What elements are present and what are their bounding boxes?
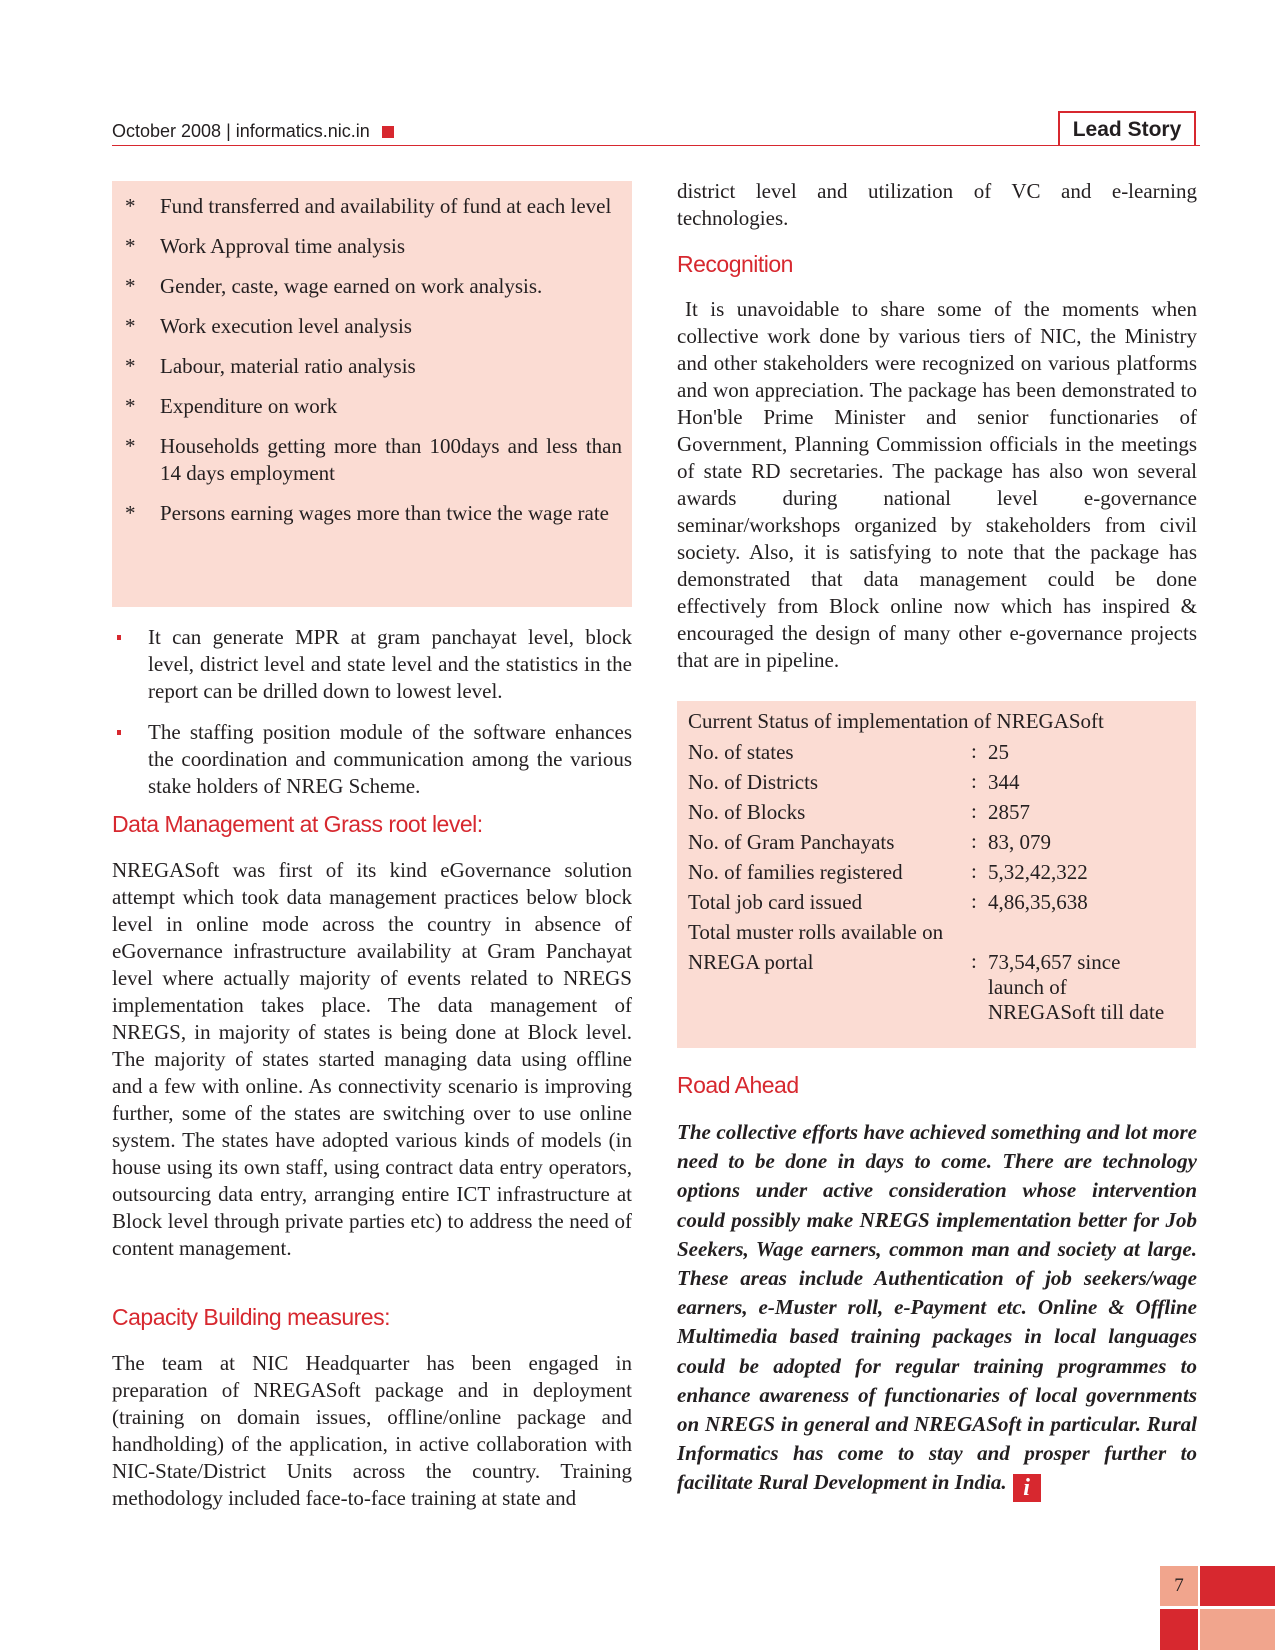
status-value: 4,86,35,638 (988, 890, 1088, 914)
road-ahead-body: The collective efforts have achieved something and lot more need to be done in days to come. There are technology options under active consideration whose intervention could possibly make NREGS implementation better for Job Seekers, Wage earners, common man and society at large. These areas include Authentication of job seekers/wage earners, e-Muster roll, e-Payment etc. Online & Offline Multimedia based training packages in local languages could be adopted for regular training programmes to enhance awareness of functionaries of local governments on NREGS in general and NREGASoft in particular. Rural Informatics has come to stay and prosper further to facilitate Rural Development in India. i (677, 1120, 1197, 1502)
bullet-list (112, 624, 632, 814)
status-colon: : (971, 769, 977, 793)
footer-block (1160, 1609, 1198, 1650)
list-item: * Work Approval time analysis (125, 234, 406, 258)
status-value: 73,54,657 since (988, 950, 1121, 974)
status-label: Total muster rolls available on (688, 920, 944, 944)
bullet-square-icon (117, 635, 121, 640)
info-icon: i (1013, 1474, 1041, 1502)
list-item: * Persons earning wages more than twice the wage rate (125, 501, 609, 525)
status-colon: : (971, 799, 977, 823)
asterisk-icon: * (125, 234, 136, 258)
road-ahead-heading: Road Ahead (677, 1072, 799, 1098)
list-item: * Fund transferred and availability of fund at each level (125, 194, 612, 218)
status-label: No. of states (688, 740, 794, 764)
section-label: Lead Story (1058, 111, 1196, 145)
status-label: No. of families registered (688, 860, 903, 884)
feature-list-box (112, 181, 632, 607)
header-divider (112, 145, 1200, 146)
header-info (112, 121, 394, 142)
recognition-heading: Recognition (677, 251, 793, 277)
status-label: No. of Blocks (688, 800, 806, 824)
status-value: 2857 (988, 800, 1030, 824)
status-label: No. of Gram Panchayats (688, 830, 895, 854)
asterisk-icon: * (125, 434, 136, 458)
status-colon: : (971, 889, 977, 913)
capacity-body: The team at NIC Headquarter has been engaged in preparation of NREGASoft package and in deployment (training on domain issues, offline/online package and handholding) of the application, in active collaboration with NIC-State/District Units across the country. Training methodology included face-to-face training at state and (112, 1351, 632, 1510)
asterisk-icon: * (125, 314, 136, 338)
list-item: * Households getting more than 100days and less than 14 days employment (125, 434, 622, 485)
status-label: No. of Districts (688, 770, 819, 794)
status-value: 344 (988, 770, 1020, 794)
status-colon: : (971, 859, 977, 883)
status-box (677, 701, 1196, 1048)
bullet-item: It can generate MPR at gram panchayat level, block level, district level and state level and the statistics in the report can be drilled down to lowest level. (112, 624, 632, 705)
asterisk-icon: * (125, 354, 136, 378)
recognition-body: It is unavoidable to share some of the moments when collective work done by various tiers of NIC, the Ministry and other stakeholders were recognized on various platforms and won appreciation. The package has been demonstrated to Hon'ble Prime Minister and senior functionaries of Government, Planning Commission officials in the meetings of state RD secretaries. The package has also won several awards during national level e-governance seminar/workshops organized by stakeholders from civil society. Also, it is satisfying to note that the package has demonstrated that data management could be done effectively from Block online now which has inspired & encouraged the design of many other e-governance projects that are in pipeline. (677, 297, 1197, 672)
page-number: 7 (1160, 1566, 1198, 1606)
list-item: * Gender, caste, wage earned on work analysis. (125, 274, 543, 298)
status-value: launch of (988, 975, 1067, 999)
list-item: * Labour, material ratio analysis (125, 354, 416, 378)
data-management-heading: Data Management at Grass root level: (112, 811, 483, 837)
header-square-icon (382, 126, 394, 138)
asterisk-icon: * (125, 501, 136, 525)
header-date-site: October 2008 | informatics.nic.in (112, 121, 370, 141)
status-colon: : (971, 829, 977, 853)
asterisk-icon: * (125, 194, 136, 218)
footer-block (1200, 1609, 1275, 1650)
status-value: NREGASoft till date (988, 1000, 1165, 1024)
continuation-text: district level and utilization of VC and e-learning technologies. (677, 179, 1197, 230)
status-label: NREGA portal (688, 950, 814, 974)
status-label: Total job card issued (688, 890, 863, 914)
status-colon: : (971, 739, 977, 763)
status-value: 5,32,42,322 (988, 860, 1088, 884)
bullet-square-icon (117, 730, 121, 735)
asterisk-icon: * (125, 394, 136, 418)
capacity-heading: Capacity Building measures: (112, 1304, 390, 1330)
bullet-item: The staffing position module of the software enhances the coordination and communication among the various stake holders of NREG Scheme. (112, 719, 632, 800)
list-item: * Work execution level analysis (125, 314, 412, 338)
data-management-body: NREGASoft was first of its kind eGovernance solution attempt which took data management practices below block level in online mode across the country in absence of eGovernance infrastructure availability at Gram Panchayat level where actually majority of events related to NREGS implementation takes place. The data management of NREGS, in majority of states is being done at Block level. The majority of states started managing data using offline and a few with online. As connectivity scenario is improving further, some of the states are switching over to use online system. The states have adopted various kinds of models (in house using its own staff, using contract data entry operators, outsourcing data entry, arranging entire ICT infrastructure at Block level through private parties etc) to address the need of content management. (112, 858, 632, 1260)
status-value: 25 (988, 740, 1009, 764)
status-colon: : (971, 949, 977, 973)
asterisk-icon: * (125, 274, 136, 298)
status-value: 83, 079 (988, 830, 1051, 854)
list-item: * Expenditure on work (125, 394, 338, 418)
status-title: Current Status of implementation of NREGASoft (688, 709, 1104, 733)
footer-block (1200, 1566, 1275, 1606)
